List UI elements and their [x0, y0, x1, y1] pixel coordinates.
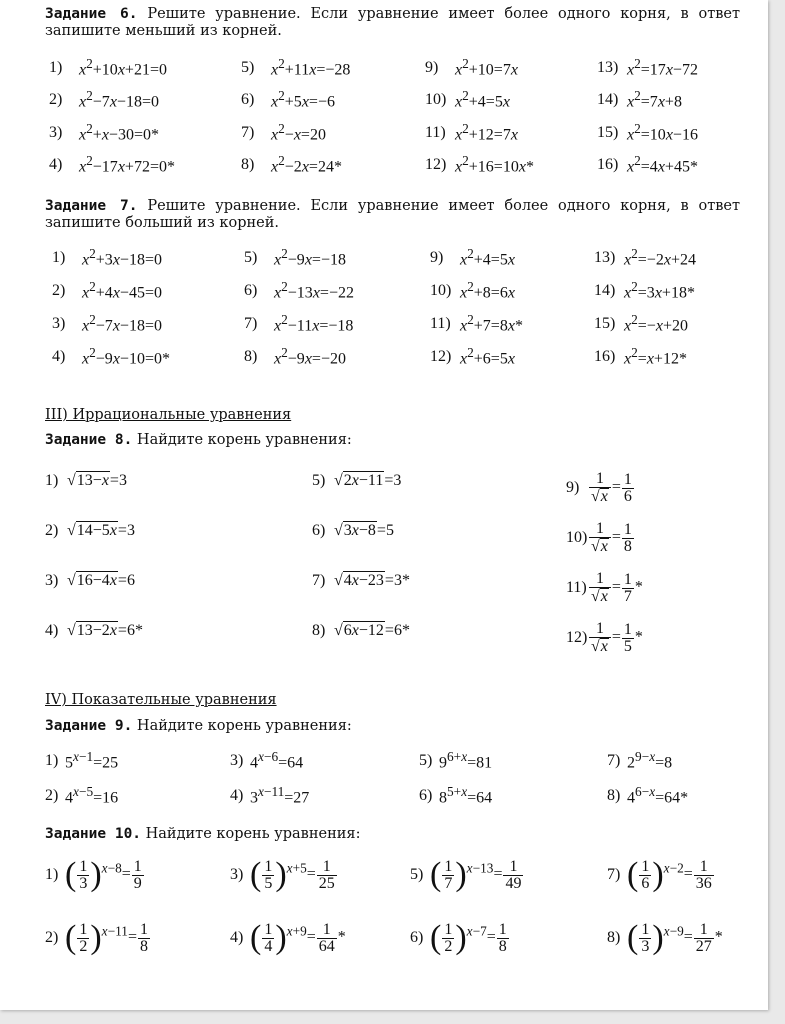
task6-equation-number: 16) [597, 155, 619, 173]
task10-equation-item [607, 858, 715, 892]
task10-text: Найдите корень уравнения: [145, 826, 361, 842]
task6-equation-item [425, 56, 518, 79]
task6-equation-number: 2) [49, 90, 63, 108]
task8-equation-number: 8) [312, 621, 326, 639]
task6-equation-number: 12) [425, 155, 447, 173]
task6-equation-item [425, 153, 534, 176]
task9-title: Задание 9. [45, 718, 133, 734]
task6-equation-item [49, 56, 167, 79]
task6-equation-number: 15) [597, 123, 619, 141]
task8-equation-formula: √13−x=3 [67, 472, 127, 489]
task7-equation-number: 15) [594, 314, 616, 332]
task7-equation-formula: $x^2-13x=-22$ [274, 279, 354, 302]
task6-equation-item [597, 88, 682, 111]
task9-equation-number: 8) [607, 786, 621, 804]
task7-equation-item [52, 345, 170, 368]
task7-equation-number: 3) [52, 314, 66, 332]
task7-equation-number: 4) [52, 347, 66, 365]
task6-equation-formula: $x^2-x=20$ [271, 121, 326, 144]
task8-equation-item [566, 521, 635, 555]
task7-equation-number: 7) [244, 314, 258, 332]
task7-equation-formula: $x^2=3x+18*$ [624, 279, 695, 302]
task8-equation-item [566, 571, 643, 605]
task10-equation-item [230, 921, 346, 955]
task7-heading [45, 198, 740, 232]
task8-equation-item [566, 471, 635, 505]
task6-equation-item [425, 88, 510, 111]
task10-equation-number: 5) [410, 866, 424, 883]
task10-equation-number: 8) [607, 929, 621, 946]
task8-equation-number: 5) [312, 471, 326, 489]
task8-equation-formula: √16−4x=6 [67, 572, 135, 589]
task6-equation-formula: $x^2=17x-72$ [627, 56, 698, 79]
task6-equation-number: 3) [49, 123, 63, 141]
task6-equation-number: 14) [597, 90, 619, 108]
task7-equation-item [52, 312, 162, 335]
task7-text: Решите уравнение. Если уравнение имеет более одного корня, в ответ запишите больший из корней. [45, 198, 741, 231]
task6-title: Задание 6. [45, 6, 138, 22]
task6-equation-formula: $x^2-17x+72=0*$ [79, 153, 175, 176]
task6-equation-item [241, 153, 342, 176]
task9-equation-item [607, 749, 672, 772]
task6-equation-number: 5) [241, 58, 255, 76]
task7-equation-number: 9) [430, 248, 444, 266]
task6-equation-item [241, 88, 335, 111]
task8-equation-number: 7) [312, 571, 326, 589]
task7-equation-formula: $x^2+4=5x$ [460, 246, 515, 269]
task7-equation-formula: $x^2=x+12*$ [624, 345, 687, 368]
task9-heading [45, 718, 352, 735]
task8-equation-formula: √13−2x=6* [67, 622, 143, 639]
task6-equation-item [597, 121, 698, 144]
task8-equation-number: 1) [45, 471, 59, 489]
task8-equation-number: 6) [312, 521, 326, 539]
task6-equation-number: 1) [49, 58, 63, 76]
task9-equation-number: 5) [419, 751, 433, 769]
task6-equation-item [49, 153, 175, 176]
task9-equation-number: 3) [230, 751, 244, 769]
task7-equation-formula: $x^2-9x=-20$ [274, 345, 346, 368]
task8-equation-formula: √4x−23=3* [334, 572, 410, 589]
task10-equation-number: 7) [607, 866, 621, 883]
task6-equation-number: 8) [241, 155, 255, 173]
task8-equation-number: 2) [45, 521, 59, 539]
task8-equation-formula: √14−5x=3 [67, 522, 135, 539]
task10-equation-formula: ( $\frac{1}{3}$ )$^{x-9}$= $\frac{1}{27}$ * [627, 919, 723, 956]
task7-equation-number: 6) [244, 281, 258, 299]
task7-equation-item [430, 246, 515, 269]
task7-equation-item [52, 279, 162, 302]
task7-equation-formula: $x^2+7=8x*$ [460, 312, 523, 335]
task6-equation-number: 7) [241, 123, 255, 141]
task10-equation-formula: ( $\frac{1}{4}$ )$^{x+9}$= $\frac{1}{64}$ * [250, 919, 346, 956]
task10-equation-formula: ( $\frac{1}{3}$ )$^{x-8}$= $\frac{1}{9}$ [65, 856, 142, 893]
task10-equation-item [607, 921, 723, 955]
task7-equation-item [244, 279, 354, 302]
task6-equation-number: 4) [49, 155, 63, 173]
task7-equation-number: 2) [52, 281, 66, 299]
task8-equation-item [566, 621, 643, 655]
task6-equation-formula: $x^2+16=10x*$ [455, 153, 534, 176]
task9-equation-item [230, 784, 309, 807]
task7-equation-item [594, 312, 688, 335]
task8-equation-item [45, 571, 135, 590]
task6-equation-formula: $x^2+11x=-28$ [271, 56, 351, 79]
task10-title: Задание 10. [45, 826, 142, 842]
task7-equation-item [430, 312, 523, 335]
task6-equation-item [241, 56, 350, 79]
task6-equation-number: 6) [241, 90, 255, 108]
task9-equation-item [419, 749, 492, 772]
task10-equation-formula: ( $\frac{1}{2}$ )$^{x-7}$= $\frac{1}{8}$ [430, 919, 507, 956]
task7-equation-item [430, 345, 515, 368]
task8-equation-number: 11) [566, 579, 587, 596]
task6-text: Решите уравнение. Если уравнение имеет более одного корня, в ответ запишите меньший из корней. [45, 6, 741, 39]
task8-equation-number: 10) [566, 529, 588, 546]
task7-equation-formula: $x^2+4x-45=0$ [82, 279, 162, 302]
task8-heading [45, 432, 352, 449]
task6-equation-formula: $x^2+5x=-6$ [271, 88, 335, 111]
task10-equation-formula: ( $\frac{1}{5}$ )$^{x+5}$= $\frac{1}{25}$ [250, 856, 335, 893]
task7-equation-number: 1) [52, 248, 66, 266]
task8-equation-number: 4) [45, 621, 59, 639]
task8-equation-formula: √3x−8=5 [334, 522, 394, 539]
task7-equation-item [52, 246, 162, 269]
task6-equation-item [597, 153, 698, 176]
task9-equation-formula: $3^{x-11}=27$ [250, 784, 310, 807]
task8-equation-number: 12) [566, 629, 588, 646]
task9-equation-formula: $5^{x-1}=25$ [65, 749, 119, 772]
task7-equation-formula: $x^2+3x-18=0$ [82, 246, 162, 269]
task7-equation-formula: $x^2=-2x+24$ [624, 246, 696, 269]
task6-equation-formula: $x^2+12=7x$ [455, 121, 518, 144]
task9-equation-formula: $9^{6+x}=81$ [439, 749, 493, 772]
task7-equation-number: 8) [244, 347, 258, 365]
section-irrational-title: III) Иррациональные уравнения [45, 407, 292, 423]
task10-equation-item [410, 921, 510, 955]
task8-equation-item [45, 621, 143, 640]
task7-equation-number: 10) [430, 281, 452, 299]
task7-equation-formula: $x^2-11x=-18$ [274, 312, 354, 335]
task8-equation-item [45, 521, 135, 540]
task8-equation-formula: √2x−11=3 [334, 472, 402, 489]
task7-equation-number: 11) [430, 314, 451, 332]
task7-equation-item [594, 345, 687, 368]
task6-equation-formula: $x^2=4x+45*$ [627, 153, 698, 176]
task8-equation-number: 9) [566, 479, 580, 496]
task9-equation-formula: $4^{x-5}=16$ [65, 784, 119, 807]
task8-equation-formula: $\frac{1}{√x}$ = $\frac{1}{8}$ [591, 520, 632, 555]
task10-equation-item [410, 858, 524, 892]
task10-equation-formula: ( $\frac{1}{2}$ )$^{x-11}$= $\frac{1}{8}$ [65, 919, 148, 956]
task7-equation-formula: $x^2-7x-18=0$ [82, 312, 162, 335]
task9-equation-number: 7) [607, 751, 621, 769]
task9-equation-formula: $4^{6-x}=64*$ [627, 784, 689, 807]
task7-equation-number: 5) [244, 248, 258, 266]
task7-equation-item [244, 345, 346, 368]
task9-equation-item [45, 749, 118, 772]
task6-equation-formula: $x^2-2x=24*$ [271, 153, 342, 176]
task9-equation-number: 1) [45, 751, 59, 769]
task10-equation-formula: ( $\frac{1}{7}$ )$^{x-13}$= $\frac{1}{49}$ [430, 856, 522, 893]
task10-equation-formula: ( $\frac{1}{6}$ )$^{x-2}$= $\frac{1}{36}$ [627, 856, 712, 893]
task9-equation-item [607, 784, 688, 807]
task8-equation-item [312, 471, 401, 490]
task9-equation-item [419, 784, 492, 807]
task7-equation-number: 16) [594, 347, 616, 365]
task10-equation-number: 2) [45, 929, 59, 946]
task7-title: Задание 7. [45, 198, 138, 214]
task6-equation-number: 9) [425, 58, 439, 76]
task8-equation-item [312, 521, 394, 540]
task7-equation-item [594, 279, 695, 302]
task8-equation-formula: √6x−12=6* [334, 622, 410, 639]
task10-equation-item [230, 858, 338, 892]
task10-equation-number: 4) [230, 929, 244, 946]
task10-equation-item [45, 921, 151, 955]
task6-equation-number: 11) [425, 123, 446, 141]
task6-equation-formula: $x^2+10x+21=0$ [79, 56, 167, 79]
task9-equation-number: 2) [45, 786, 59, 804]
task7-equation-item [244, 312, 353, 335]
task7-equation-item [594, 246, 696, 269]
task6-equation-item [425, 121, 518, 144]
task6-equation-formula: $x^2+10=7x$ [455, 56, 518, 79]
task6-equation-formula: $x^2+x-30=0*$ [79, 121, 159, 144]
task6-equation-number: 10) [425, 90, 447, 108]
task6-equation-item [597, 56, 698, 79]
task8-title: Задание 8. [45, 432, 133, 448]
task10-equation-item [45, 858, 145, 892]
task10-equation-number: 1) [45, 866, 59, 883]
task6-heading [45, 6, 740, 40]
task8-equation-item [312, 621, 410, 640]
task6-equation-formula: $x^2=7x+8$ [627, 88, 682, 111]
task10-equation-number: 6) [410, 929, 424, 946]
task8-equation-formula: $\frac{1}{√x}$ = $\frac{1}{5}$ * [591, 620, 643, 655]
task6-equation-formula: $x^2-7x-18=0$ [79, 88, 159, 111]
task8-equation-number: 3) [45, 571, 59, 589]
task9-equation-formula: $8^{5+x}=64$ [439, 784, 493, 807]
task7-equation-number: 12) [430, 347, 452, 365]
section-exponential-title: IV) Показательные уравнения [45, 692, 277, 708]
task9-equation-number: 4) [230, 786, 244, 804]
task8-text: Найдите корень уравнения: [136, 432, 352, 448]
task6-equation-item [241, 121, 326, 144]
task9-equation-formula: $2^{9-x}=8$ [627, 749, 673, 772]
task8-equation-formula: $\frac{1}{√x}$ = $\frac{1}{6}$ [591, 470, 632, 505]
task8-equation-item [312, 571, 410, 590]
task8-equation-item [45, 471, 127, 490]
task9-equation-item [45, 784, 118, 807]
task6-equation-formula: $x^2+4=5x$ [455, 88, 510, 111]
task7-equation-formula: $x^2-9x=-18$ [274, 246, 346, 269]
task9-text: Найдите корень уравнения: [136, 718, 352, 734]
task7-equation-formula: $x^2+8=6x$ [460, 279, 515, 302]
task7-equation-number: 13) [594, 248, 616, 266]
task7-equation-formula: $x^2=-x+20$ [624, 312, 688, 335]
task6-equation-number: 13) [597, 58, 619, 76]
task7-equation-item [430, 279, 515, 302]
task10-heading [45, 826, 360, 843]
task7-equation-item [244, 246, 346, 269]
task6-equation-item [49, 121, 159, 144]
task6-equation-item [49, 88, 159, 111]
task7-equation-number: 14) [594, 281, 616, 299]
task7-equation-formula: $x^2+6=5x$ [460, 345, 515, 368]
task10-equation-number: 3) [230, 866, 244, 883]
task9-equation-item [230, 749, 303, 772]
task7-equation-formula: $x^2-9x-10=0*$ [82, 345, 170, 368]
task9-equation-number: 6) [419, 786, 433, 804]
task6-equation-formula: $x^2=10x-16$ [627, 121, 698, 144]
task9-equation-formula: $4^{x-6}=64$ [250, 749, 304, 772]
task8-equation-formula: $\frac{1}{√x}$ = $\frac{1}{7}$ * [591, 570, 643, 605]
